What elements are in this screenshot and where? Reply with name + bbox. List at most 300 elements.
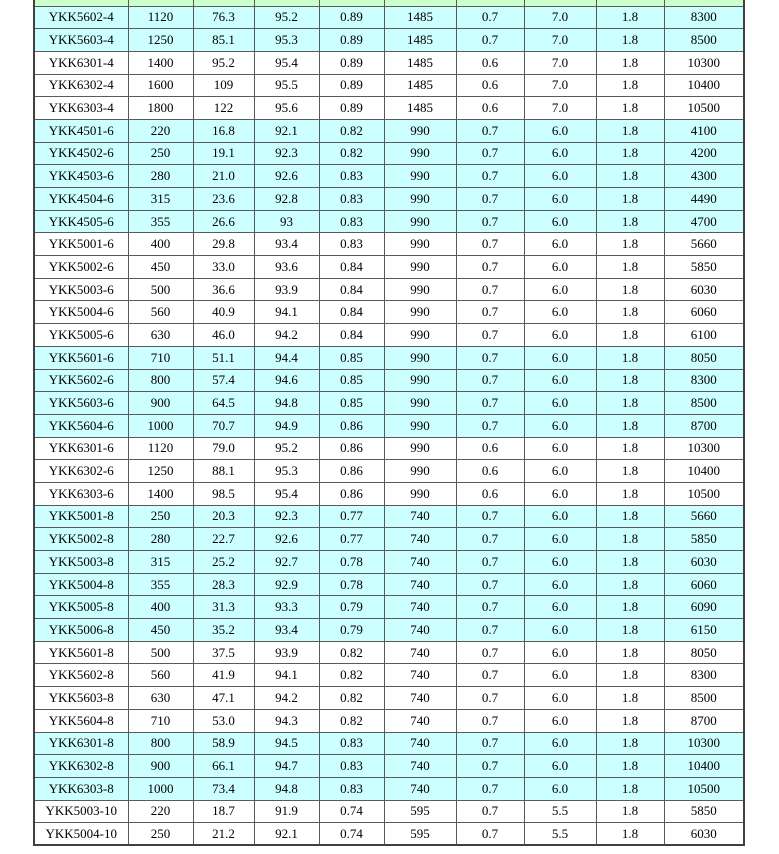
model-cell: YKK6301-4: [34, 51, 128, 74]
value-cell: 710: [128, 346, 193, 369]
value-cell: 6.0: [524, 732, 596, 755]
value-cell: 1.8: [596, 188, 664, 211]
value-cell: 990: [384, 301, 456, 324]
value-cell: 0.7: [456, 29, 524, 52]
value-cell: 94.6: [254, 369, 319, 392]
value-cell: 92.9: [254, 573, 319, 596]
value-cell: 4200: [664, 142, 744, 165]
value-cell: 6100: [664, 324, 744, 347]
value-cell: 990: [384, 460, 456, 483]
table-row: [34, 29, 744, 52]
value-cell: 1.8: [596, 119, 664, 142]
table-row: [34, 119, 744, 142]
table-row: [34, 165, 744, 188]
value-cell: 1.8: [596, 664, 664, 687]
value-cell: 6.0: [524, 414, 596, 437]
value-cell: 6.0: [524, 210, 596, 233]
value-cell: 6.0: [524, 641, 596, 664]
value-cell: 990: [384, 437, 456, 460]
table-row: [34, 687, 744, 710]
model-cell: YKK6302-8: [34, 755, 128, 778]
value-cell: 0.79: [319, 596, 384, 619]
value-cell: 0.84: [319, 256, 384, 279]
model-cell: YKK5003-6: [34, 278, 128, 301]
value-cell: 0.7: [456, 551, 524, 574]
value-cell: 95.4: [254, 482, 319, 505]
table-row: [34, 777, 744, 800]
value-cell: 4490: [664, 188, 744, 211]
value-cell: 1.8: [596, 414, 664, 437]
table-row: [34, 346, 744, 369]
value-cell: 355: [128, 573, 193, 596]
value-cell: 6.0: [524, 392, 596, 415]
value-cell: 93.9: [254, 278, 319, 301]
value-cell: 990: [384, 165, 456, 188]
value-cell: 0.86: [319, 482, 384, 505]
value-cell: 0.7: [456, 596, 524, 619]
value-cell: 10300: [664, 732, 744, 755]
value-cell: 29.8: [193, 233, 254, 256]
value-cell: 10300: [664, 51, 744, 74]
value-cell: 1.8: [596, 460, 664, 483]
value-cell: 315: [128, 188, 193, 211]
table-row: [34, 596, 744, 619]
value-cell: 1000: [128, 414, 193, 437]
value-cell: 0.7: [456, 119, 524, 142]
value-cell: 6090: [664, 596, 744, 619]
value-cell: 450: [128, 256, 193, 279]
value-cell: 0.78: [319, 573, 384, 596]
value-cell: 95.5: [254, 74, 319, 97]
value-cell: 0.79: [319, 619, 384, 642]
model-cell: YKK5005-6: [34, 324, 128, 347]
value-cell: 0.7: [456, 369, 524, 392]
value-cell: 66.1: [193, 755, 254, 778]
model-cell: YKK5603-8: [34, 687, 128, 710]
value-cell: 1.8: [596, 392, 664, 415]
value-cell: 1.8: [596, 732, 664, 755]
table-row: [34, 437, 744, 460]
value-cell: 1.8: [596, 619, 664, 642]
value-cell: 1.8: [596, 346, 664, 369]
value-cell: 21.2: [193, 823, 254, 846]
value-cell: 6.0: [524, 619, 596, 642]
value-cell: 1.8: [596, 596, 664, 619]
value-cell: 740: [384, 641, 456, 664]
model-cell: YKK5003-10: [34, 800, 128, 823]
value-cell: 900: [128, 392, 193, 415]
table-row: [34, 505, 744, 528]
value-cell: 8500: [664, 687, 744, 710]
value-cell: 990: [384, 278, 456, 301]
value-cell: 0.7: [456, 165, 524, 188]
value-cell: 1.8: [596, 551, 664, 574]
value-cell: 0.86: [319, 414, 384, 437]
model-cell: YKK5602-6: [34, 369, 128, 392]
value-cell: 5850: [664, 256, 744, 279]
value-cell: 1.8: [596, 29, 664, 52]
value-cell: 6.0: [524, 324, 596, 347]
value-cell: 7.0: [524, 97, 596, 120]
value-cell: 98.5: [193, 482, 254, 505]
value-cell: 0.84: [319, 324, 384, 347]
table-row: [34, 800, 744, 823]
value-cell: 53.0: [193, 709, 254, 732]
value-cell: 1.8: [596, 210, 664, 233]
value-cell: 250: [128, 142, 193, 165]
value-cell: 800: [128, 732, 193, 755]
table-row: [34, 210, 744, 233]
value-cell: 46.0: [193, 324, 254, 347]
value-cell: 6150: [664, 619, 744, 642]
value-cell: 4300: [664, 165, 744, 188]
value-cell: 8500: [664, 29, 744, 52]
model-cell: YKK5001-8: [34, 505, 128, 528]
value-cell: 25.2: [193, 551, 254, 574]
value-cell: 1.8: [596, 709, 664, 732]
value-cell: 0.78: [319, 551, 384, 574]
table-row: [34, 301, 744, 324]
value-cell: 1.8: [596, 324, 664, 347]
value-cell: 6.0: [524, 755, 596, 778]
model-cell: YKK4504-6: [34, 188, 128, 211]
value-cell: 92.6: [254, 165, 319, 188]
table-row: [34, 188, 744, 211]
value-cell: 88.1: [193, 460, 254, 483]
value-cell: 1400: [128, 482, 193, 505]
value-cell: 73.4: [193, 777, 254, 800]
value-cell: 0.7: [456, 573, 524, 596]
value-cell: 6.0: [524, 278, 596, 301]
table-row: [34, 641, 744, 664]
value-cell: 1.8: [596, 641, 664, 664]
value-cell: 1.8: [596, 74, 664, 97]
value-cell: 41.9: [193, 664, 254, 687]
value-cell: 740: [384, 505, 456, 528]
model-cell: YKK4505-6: [34, 210, 128, 233]
value-cell: 10400: [664, 460, 744, 483]
value-cell: 1600: [128, 74, 193, 97]
value-cell: 21.0: [193, 165, 254, 188]
value-cell: 0.6: [456, 97, 524, 120]
value-cell: 16.8: [193, 119, 254, 142]
value-cell: 400: [128, 596, 193, 619]
value-cell: 990: [384, 482, 456, 505]
value-cell: 0.7: [456, 346, 524, 369]
value-cell: 500: [128, 278, 193, 301]
table-row: [34, 369, 744, 392]
value-cell: 95.6: [254, 97, 319, 120]
value-cell: 1485: [384, 6, 456, 29]
table-row: [34, 551, 744, 574]
value-cell: 92.7: [254, 551, 319, 574]
value-cell: 0.7: [456, 732, 524, 755]
table-row: [34, 278, 744, 301]
table-row: [34, 51, 744, 74]
value-cell: 0.7: [456, 664, 524, 687]
value-cell: 6.0: [524, 119, 596, 142]
value-cell: 1.8: [596, 823, 664, 846]
value-cell: 0.84: [319, 301, 384, 324]
value-cell: 6.0: [524, 165, 596, 188]
value-cell: 740: [384, 687, 456, 710]
value-cell: 92.1: [254, 823, 319, 846]
value-cell: 1250: [128, 460, 193, 483]
value-cell: 6060: [664, 573, 744, 596]
value-cell: 740: [384, 755, 456, 778]
value-cell: 0.6: [456, 74, 524, 97]
value-cell: 95.4: [254, 51, 319, 74]
value-cell: 6.0: [524, 437, 596, 460]
model-cell: YKK6302-6: [34, 460, 128, 483]
table-row: [34, 6, 744, 29]
value-cell: 76.3: [193, 6, 254, 29]
value-cell: 220: [128, 800, 193, 823]
value-cell: 6.0: [524, 460, 596, 483]
value-cell: 0.82: [319, 709, 384, 732]
value-cell: 1.8: [596, 573, 664, 596]
value-cell: 94.9: [254, 414, 319, 437]
model-cell: YKK5604-6: [34, 414, 128, 437]
value-cell: 51.1: [193, 346, 254, 369]
value-cell: 740: [384, 619, 456, 642]
value-cell: 28.3: [193, 573, 254, 596]
value-cell: 0.74: [319, 823, 384, 846]
value-cell: 7.0: [524, 6, 596, 29]
value-cell: 6.0: [524, 346, 596, 369]
value-cell: 0.89: [319, 51, 384, 74]
value-cell: 0.83: [319, 732, 384, 755]
value-cell: 0.83: [319, 165, 384, 188]
value-cell: 6030: [664, 823, 744, 846]
value-cell: 10500: [664, 97, 744, 120]
value-cell: 740: [384, 732, 456, 755]
model-cell: YKK4503-6: [34, 165, 128, 188]
table-row: [34, 755, 744, 778]
value-cell: 0.82: [319, 687, 384, 710]
value-cell: 6.0: [524, 233, 596, 256]
model-cell: YKK4501-6: [34, 119, 128, 142]
value-cell: 1.8: [596, 482, 664, 505]
value-cell: 1800: [128, 97, 193, 120]
value-cell: 0.7: [456, 6, 524, 29]
value-cell: 0.7: [456, 777, 524, 800]
value-cell: 990: [384, 392, 456, 415]
value-cell: 5.5: [524, 800, 596, 823]
value-cell: 800: [128, 369, 193, 392]
value-cell: 1.8: [596, 687, 664, 710]
value-cell: 0.7: [456, 641, 524, 664]
model-cell: YKK5604-8: [34, 709, 128, 732]
value-cell: 0.86: [319, 437, 384, 460]
value-cell: 0.84: [319, 278, 384, 301]
value-cell: 990: [384, 324, 456, 347]
value-cell: 740: [384, 551, 456, 574]
value-cell: 0.83: [319, 755, 384, 778]
value-cell: 1.8: [596, 233, 664, 256]
table-row: [34, 460, 744, 483]
value-cell: 990: [384, 188, 456, 211]
value-cell: 280: [128, 165, 193, 188]
value-cell: 0.7: [456, 210, 524, 233]
value-cell: 990: [384, 414, 456, 437]
value-cell: 8300: [664, 6, 744, 29]
value-cell: 37.5: [193, 641, 254, 664]
value-cell: 1250: [128, 29, 193, 52]
value-cell: 94.5: [254, 732, 319, 755]
value-cell: 58.9: [193, 732, 254, 755]
value-cell: 22.7: [193, 528, 254, 551]
value-cell: 990: [384, 369, 456, 392]
value-cell: 33.0: [193, 256, 254, 279]
value-cell: 92.3: [254, 505, 319, 528]
value-cell: 990: [384, 119, 456, 142]
value-cell: 8050: [664, 641, 744, 664]
value-cell: 10400: [664, 74, 744, 97]
value-cell: 6.0: [524, 256, 596, 279]
value-cell: 0.7: [456, 414, 524, 437]
table-row: [34, 414, 744, 437]
value-cell: 31.3: [193, 596, 254, 619]
model-cell: YKK5006-8: [34, 619, 128, 642]
table-row: [34, 233, 744, 256]
value-cell: 6.0: [524, 301, 596, 324]
value-cell: 0.89: [319, 97, 384, 120]
value-cell: 740: [384, 528, 456, 551]
model-cell: YKK5005-8: [34, 596, 128, 619]
value-cell: 1.8: [596, 301, 664, 324]
value-cell: 990: [384, 346, 456, 369]
value-cell: 1120: [128, 6, 193, 29]
value-cell: 0.7: [456, 142, 524, 165]
value-cell: 250: [128, 823, 193, 846]
model-cell: YKK5601-6: [34, 346, 128, 369]
model-cell: YKK5004-8: [34, 573, 128, 596]
value-cell: 900: [128, 755, 193, 778]
value-cell: 8050: [664, 346, 744, 369]
model-cell: YKK5002-8: [34, 528, 128, 551]
model-cell: YKK5601-8: [34, 641, 128, 664]
value-cell: 1485: [384, 51, 456, 74]
value-cell: 18.7: [193, 800, 254, 823]
value-cell: 57.4: [193, 369, 254, 392]
table-row: [34, 709, 744, 732]
model-cell: YKK5002-6: [34, 256, 128, 279]
value-cell: 710: [128, 709, 193, 732]
value-cell: 109: [193, 74, 254, 97]
value-cell: 1.8: [596, 51, 664, 74]
value-cell: 6.0: [524, 369, 596, 392]
value-cell: 6.0: [524, 482, 596, 505]
motor-spec-table: [33, 0, 745, 846]
value-cell: 0.77: [319, 505, 384, 528]
value-cell: 0.82: [319, 664, 384, 687]
model-cell: YKK5603-6: [34, 392, 128, 415]
value-cell: 0.7: [456, 823, 524, 846]
value-cell: 1485: [384, 97, 456, 120]
value-cell: 280: [128, 528, 193, 551]
value-cell: 93.4: [254, 619, 319, 642]
value-cell: 47.1: [193, 687, 254, 710]
value-cell: 0.7: [456, 755, 524, 778]
value-cell: 0.7: [456, 392, 524, 415]
value-cell: 0.89: [319, 74, 384, 97]
value-cell: 560: [128, 301, 193, 324]
value-cell: 6060: [664, 301, 744, 324]
value-cell: 400: [128, 233, 193, 256]
value-cell: 1400: [128, 51, 193, 74]
value-cell: 0.7: [456, 278, 524, 301]
model-cell: YKK6303-8: [34, 777, 128, 800]
value-cell: 0.85: [319, 346, 384, 369]
value-cell: 0.83: [319, 210, 384, 233]
value-cell: 20.3: [193, 505, 254, 528]
value-cell: 6.0: [524, 777, 596, 800]
value-cell: 990: [384, 256, 456, 279]
value-cell: 26.6: [193, 210, 254, 233]
value-cell: 7.0: [524, 51, 596, 74]
value-cell: 5.5: [524, 823, 596, 846]
value-cell: 0.89: [319, 29, 384, 52]
value-cell: 19.1: [193, 142, 254, 165]
value-cell: 40.9: [193, 301, 254, 324]
value-cell: 5850: [664, 800, 744, 823]
table-row: [34, 823, 744, 846]
value-cell: 0.6: [456, 51, 524, 74]
value-cell: 1000: [128, 777, 193, 800]
table-row: [34, 482, 744, 505]
value-cell: 95.3: [254, 460, 319, 483]
table-row: [34, 142, 744, 165]
value-cell: 4100: [664, 119, 744, 142]
value-cell: 94.7: [254, 755, 319, 778]
value-cell: 1485: [384, 74, 456, 97]
model-cell: YKK5004-10: [34, 823, 128, 846]
value-cell: 94.8: [254, 777, 319, 800]
value-cell: 0.85: [319, 392, 384, 415]
value-cell: 6.0: [524, 505, 596, 528]
value-cell: 94.4: [254, 346, 319, 369]
value-cell: 355: [128, 210, 193, 233]
value-cell: 5850: [664, 528, 744, 551]
value-cell: 8700: [664, 709, 744, 732]
value-cell: 92.3: [254, 142, 319, 165]
table-row: [34, 97, 744, 120]
value-cell: 95.2: [193, 51, 254, 74]
value-cell: 7.0: [524, 29, 596, 52]
table-row: [34, 74, 744, 97]
value-cell: 250: [128, 505, 193, 528]
value-cell: 1.8: [596, 755, 664, 778]
value-cell: 6.0: [524, 573, 596, 596]
value-cell: 1485: [384, 29, 456, 52]
value-cell: 23.6: [193, 188, 254, 211]
value-cell: 94.1: [254, 301, 319, 324]
value-cell: 0.7: [456, 800, 524, 823]
value-cell: 1.8: [596, 369, 664, 392]
value-cell: 6.0: [524, 664, 596, 687]
value-cell: 630: [128, 687, 193, 710]
value-cell: 4700: [664, 210, 744, 233]
value-cell: 6030: [664, 551, 744, 574]
value-cell: 0.7: [456, 188, 524, 211]
value-cell: 94.8: [254, 392, 319, 415]
value-cell: 0.7: [456, 256, 524, 279]
value-cell: 1120: [128, 437, 193, 460]
value-cell: 0.7: [456, 324, 524, 347]
value-cell: 8300: [664, 369, 744, 392]
value-cell: 1.8: [596, 165, 664, 188]
